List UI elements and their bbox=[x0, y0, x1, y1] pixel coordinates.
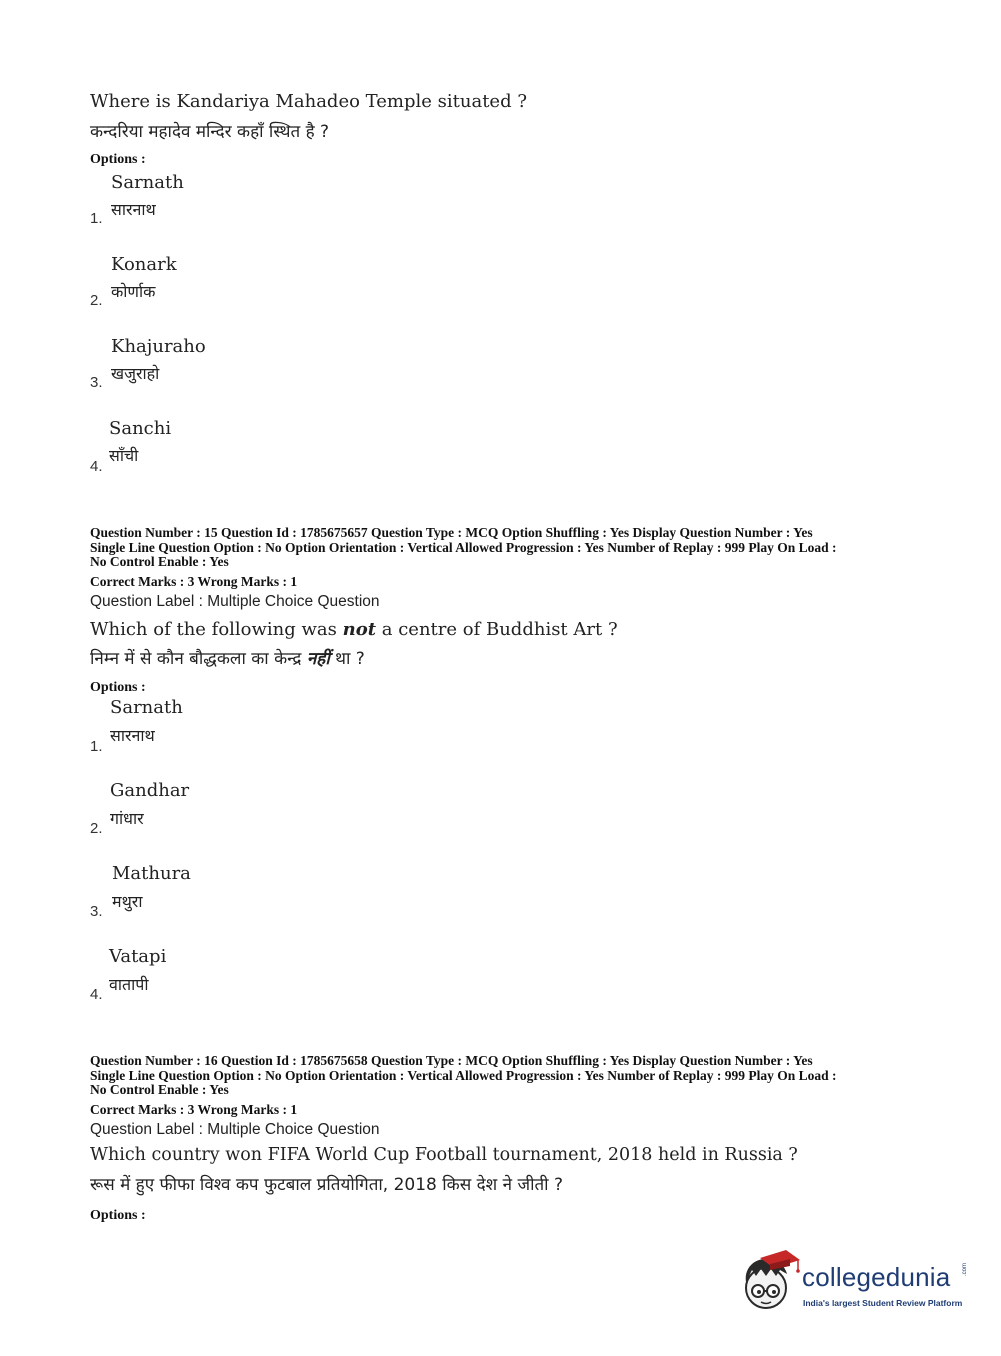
q14-option-4[interactable] bbox=[88, 416, 288, 476]
q16-question-hi: रूस में हुए फीफा विश्व कप फुटबाल प्रतियोगिता, 2018 किस देश ने जीती ? bbox=[90, 1175, 563, 1195]
q15-options-heading: Options : bbox=[90, 680, 146, 695]
q15-question-hi-part-2: था ? bbox=[329, 649, 365, 669]
option-text-hi: वातापी bbox=[109, 975, 149, 994]
option-text-hi: कोर्णाक bbox=[111, 282, 156, 301]
q15-question-hi bbox=[90, 646, 365, 669]
q15-option-4[interactable] bbox=[88, 945, 288, 1005]
logo-tagline: India's largest Student Review Platform bbox=[803, 1298, 963, 1308]
option-text-en: Sarnath bbox=[110, 697, 183, 718]
q16-options-heading: Options : bbox=[90, 1208, 146, 1223]
option-text-en: Vatapi bbox=[109, 946, 167, 967]
option-number: 3. bbox=[90, 374, 103, 391]
mascot-icon bbox=[740, 1248, 802, 1312]
option-text-hi: सारनाथ bbox=[111, 200, 156, 219]
q16-meta bbox=[90, 1054, 837, 1098]
q15-meta bbox=[90, 526, 837, 570]
option-number: 2. bbox=[90, 820, 103, 837]
q15-question-en bbox=[90, 619, 618, 640]
option-number: 2. bbox=[90, 292, 103, 309]
option-text-en: Khajuraho bbox=[111, 336, 206, 357]
q15-meta-line-2: Single Line Question Option : No Option Orientation : Vertical Allowed Progression : Yes Number of Replay : 999 Play On Load : bbox=[90, 539, 837, 555]
q15-meta-line-1: Question Number : 15 Question Id : 1785675657 Question Type : MCQ Option Shuffling : Yes Display Question Number : Yes bbox=[90, 525, 813, 540]
q15-question-en-emphasis: not bbox=[342, 619, 377, 640]
q16-meta-line-1: Question Number : 16 Question Id : 1785675658 Question Type : MCQ Option Shuffling : Yes Display Question Number : Yes bbox=[90, 1053, 813, 1068]
option-text-en: Gandhar bbox=[110, 780, 190, 801]
option-text-en: Konark bbox=[111, 254, 177, 275]
q15-question-hi-part-1: निम्न में से कौन बौद्धकला का केन्द्र bbox=[90, 649, 307, 669]
option-number: 1. bbox=[90, 210, 103, 227]
option-text-en: Sarnath bbox=[111, 172, 184, 193]
option-text-en: Sanchi bbox=[109, 418, 172, 439]
q15-option-3[interactable] bbox=[88, 861, 288, 921]
option-text-hi: गांधार bbox=[110, 809, 144, 828]
q15-question-en-part-1: Which of the following was bbox=[90, 619, 343, 640]
q14-option-2[interactable] bbox=[88, 252, 288, 312]
option-text-hi: खजुराहो bbox=[111, 364, 160, 383]
q14-option-1[interactable] bbox=[88, 170, 288, 230]
option-number: 4. bbox=[90, 458, 103, 475]
q15-question-en-part-2: a centre of Buddhist Art ? bbox=[376, 619, 618, 640]
option-number: 1. bbox=[90, 738, 103, 755]
logo-wordmark: collegedunia bbox=[802, 1262, 951, 1292]
q14-options-heading: Options : bbox=[90, 152, 146, 167]
q15-meta-line-3: No Control Enable : Yes bbox=[90, 554, 229, 569]
option-text-hi: साँची bbox=[109, 446, 139, 465]
q16-meta-line-3: No Control Enable : Yes bbox=[90, 1082, 229, 1097]
option-text-hi: मथुरा bbox=[112, 892, 143, 911]
option-number: 4. bbox=[90, 986, 103, 1003]
q15-option-1[interactable] bbox=[88, 696, 288, 756]
q15-question-hi-emphasis: नहीं bbox=[306, 649, 330, 669]
q15-marks: Correct Marks : 3 Wrong Marks : 1 bbox=[90, 574, 298, 589]
collegedunia-logo[interactable] bbox=[740, 1248, 972, 1318]
q16-question-label: Question Label : Multiple Choice Question bbox=[90, 1121, 380, 1138]
q14-option-3[interactable] bbox=[88, 334, 288, 394]
q14-question-en: Where is Kandariya Mahadeo Temple situated ? bbox=[90, 91, 527, 112]
logo-tld: .com bbox=[962, 1262, 968, 1276]
q16-question-en: Which country won FIFA World Cup Football tournament, 2018 held in Russia ? bbox=[90, 1145, 798, 1165]
option-text-hi: सारनाथ bbox=[110, 726, 155, 745]
q15-option-2[interactable] bbox=[88, 778, 288, 838]
option-number: 3. bbox=[90, 903, 103, 920]
q15-question-label: Question Label : Multiple Choice Question bbox=[90, 593, 380, 610]
option-text-en: Mathura bbox=[112, 863, 191, 884]
q16-marks: Correct Marks : 3 Wrong Marks : 1 bbox=[90, 1102, 298, 1117]
q14-question-hi: कन्दरिया महादेव मन्दिर कहाँ स्थित है ? bbox=[90, 122, 330, 142]
q16-meta-line-2: Single Line Question Option : No Option Orientation : Vertical Allowed Progression : Yes Number of Replay : 999 Play On Load : bbox=[90, 1067, 837, 1083]
